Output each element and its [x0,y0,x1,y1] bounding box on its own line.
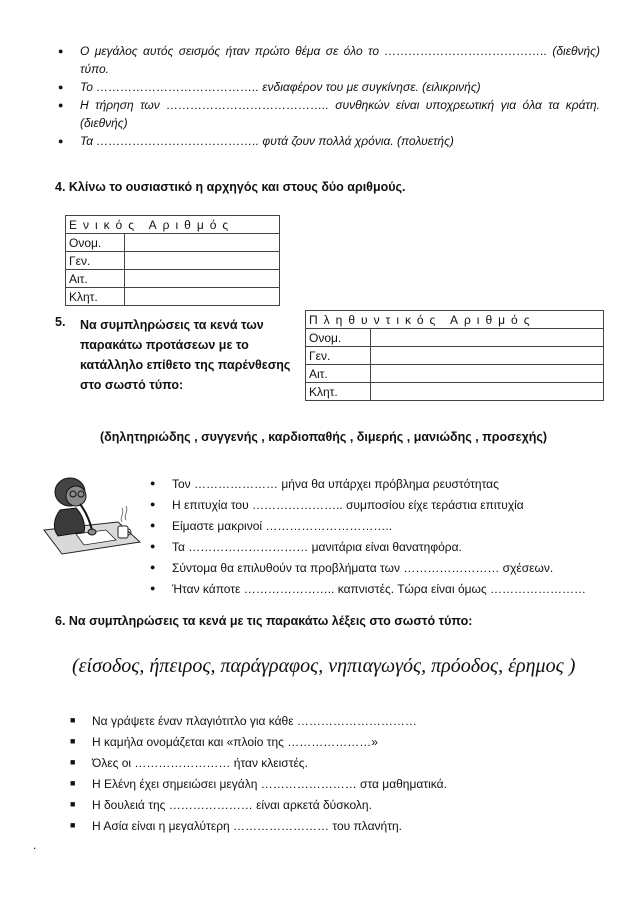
list-item [80,96,600,132]
case-label: Αιτ. [306,365,371,383]
question-5-heading: Να συμπληρώσεις τα κενά των παρακάτω προτάσεων με το κατάλληλο επίθετο της παρένθεσης στο σωστό τύπο: [80,318,291,392]
sentence-text: Το ………………………………….. ενδιαφέρον του με συγκίνησε. (ειλικρινής) [80,80,481,94]
list-item [80,132,600,150]
case-label: Ονομ. [306,329,371,347]
list-item: ● Τον ………………… μήνα θα υπάρχει πρόβλημα ρευστότητας [172,474,612,495]
list-item: ■ Η δουλειά της ………………… είναι αρκετά δύσκολη. [92,795,572,816]
case-label: Κλητ. [306,383,371,401]
plural-header: Πληθυντικός Αριθμός [306,311,604,329]
list-item [80,42,600,78]
case-label: Γεν. [306,347,371,365]
exercise-3-list [80,42,600,150]
list-item: ■ Η Ασία είναι η μεγαλύτερη …………………… του πλανήτη. [92,816,572,837]
list-item: ● Η επιτυχία του ………………….. συμποσίου είχε τεράστια επιτυχία [172,495,612,516]
answer-cell[interactable] [125,288,280,306]
adjectives-list: (δηλητηριώδης , συγγενής , καρδιοπαθής , διμερής , μανιώδης , προσεχής) [100,430,548,444]
list-item: ● Τα ………………………… μανιτάρια είναι θανατηφόρα. [172,537,612,558]
answer-cell[interactable] [125,270,280,288]
list-item: ● Ήταν κάποτε ………………….. καπνιστές. Τώρα είναι όμως …………………… [172,579,612,600]
question-6-heading: 6. Να συμπληρώσεις τα κενά με τις παρακάτω λέξεις στο σωστό τύπο: [55,614,473,628]
footer-mark: . [33,838,37,852]
list-item: ■ Η Ελένη έχει σημειώσει μεγάλη …………………… στα μαθηματικά. [92,774,572,795]
sentence-text: Η τήρηση των ………………………………….. συνθηκών είναι υποχρεωτική για όλα τα κράτη. (διεθνής) [80,98,600,130]
answer-cell[interactable] [371,365,604,383]
list-item: ■ Να γράψετε έναν πλαγιότιτλο για κάθε ………………………… [92,711,572,732]
list-item: ● Είμαστε μακρινοί ………………………….. [172,516,612,537]
exercise-5-list [172,474,612,600]
answer-cell[interactable] [371,383,604,401]
question-4-heading: 4. Κλίνω το ουσιαστικό η αρχηγός και στους δύο αριθμούς. [55,180,406,194]
answer-cell[interactable] [371,329,604,347]
case-label: Ονομ. [66,234,125,252]
case-label: Αιτ. [66,270,125,288]
answer-cell[interactable] [371,347,604,365]
answer-cell[interactable] [125,234,280,252]
case-label: Γεν. [66,252,125,270]
plural-table [305,310,604,401]
word-list: (είσοδος, ήπειρος, παράγραφος, νηπιαγωγός, πρόοδος, έρημος ) [72,655,576,677]
list-item: ■ Όλες οι …………………… ήταν κλειστές. [92,753,572,774]
list-item: ■ Η καμήλα ονομάζεται και «πλοίο της …………………» [92,732,572,753]
exercise-6-list [92,711,572,837]
singular-header: Ενικός Αριθμός [66,216,280,234]
sentence-text: Τα ………………………………….. φυτά ζουν πολλά χρόνια. (πολυετής) [80,134,454,148]
case-label: Κλητ. [66,288,125,306]
question-5-number: 5. [55,315,66,329]
answer-cell[interactable] [125,252,280,270]
singular-table [65,215,280,306]
list-item: ● Σύντομα θα επιλυθούν τα προβλήματα των …………………… σχέσεων. [172,558,612,579]
person-writing-illustration [40,470,145,562]
sentence-text: Ο μεγάλος αυτός σεισμός ήταν πρώτο θέμα σε όλο το ………………………………….. (διεθνής) τύπο. [80,44,600,76]
list-item [80,78,600,96]
